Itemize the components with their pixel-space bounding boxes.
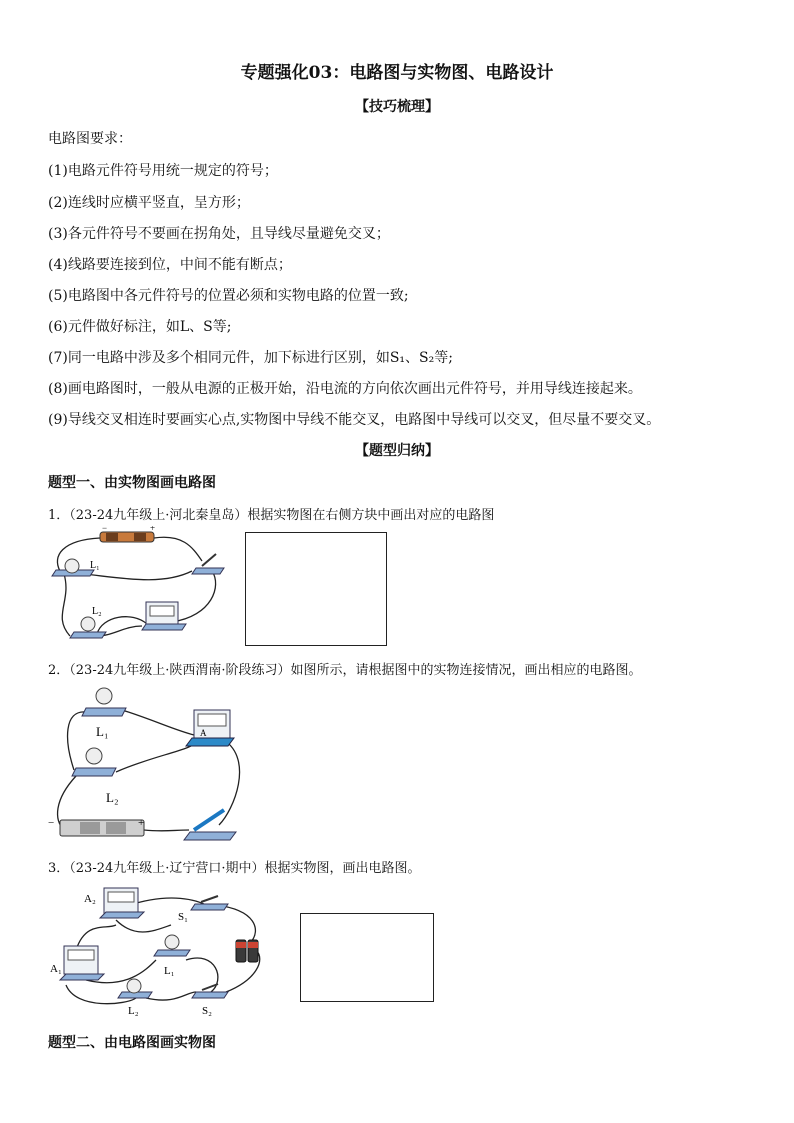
requirement-item: (4)线路要连接到位，中间不能有断点； (48, 257, 292, 273)
q2-l2-label: L₂ (106, 790, 119, 805)
q2-plus-label: + (138, 817, 145, 829)
q3-a1-label: A₁ (50, 963, 62, 975)
q2-l1-label: L₁ (96, 724, 109, 739)
q3-s2-label: S₂ (202, 1005, 212, 1017)
requirement-item: (1)电路元件符号用统一规定的符号； (48, 163, 278, 179)
q1-l2-label: L₂ (92, 606, 102, 617)
requirement-item: (5)电路图中各元件符号的位置必须和实物电路的位置一致; (48, 288, 409, 304)
requirement-item: (9)导线交叉相连时要画实心点,实物图中导线不能交叉，电路图中导线可以交叉，但尽量不要交叉。 (48, 412, 661, 428)
q2-circuit-figure (44, 680, 244, 846)
q1-answer-box[interactable] (245, 532, 387, 646)
q2-minus-label: − (48, 817, 55, 829)
requirement-item: (8)画电路图时，一般从电源的正极开始，沿电流的方向依次画出元件符号，并用导线连接起来。 (48, 381, 642, 397)
q1-plus-label: + (150, 526, 156, 533)
requirement-item: (2)连线时应横平竖直，呈方形； (48, 195, 250, 211)
q1-l1-label: L₁ (90, 560, 100, 571)
q3-l1-label: L₁ (164, 965, 175, 977)
q1-circuit-figure (42, 526, 232, 651)
requirement-item: (7)同一电路中涉及多个相同元件，加下标进行区别，如S₁、S₂等; (48, 350, 453, 366)
q2-ammeter-label: A (200, 728, 207, 738)
requirement-item: (6)元件做好标注，如L、S等; (48, 319, 232, 335)
section-heading-types: 【题型归纳】 (355, 443, 439, 459)
requirement-item: (3)各元件符号不要画在拐角处，且导线尽量避免交叉； (48, 226, 390, 242)
q3-circuit-figure (46, 880, 271, 1020)
section-heading-tips: 【技巧梳理】 (355, 99, 439, 115)
page-title: 专题强化03：电路图与实物图、电路设计 (240, 63, 554, 83)
type1-heading: 题型一、由实物图画电路图 (48, 475, 216, 491)
q3-l2-label: L₂ (128, 1005, 139, 1017)
type2-heading: 题型二、由电路图画实物图 (48, 1035, 216, 1051)
question-2: 2．（23-24九年级上·陕西渭南·阶段练习）如图所示，请根据图中的实物连接情况，画出相应的电路图。 (48, 663, 642, 678)
q3-answer-box[interactable] (300, 913, 434, 1002)
question-1: 1．（23-24九年级上·河北秦皇岛）根据实物图在右侧方块中画出对应的电路图 (48, 508, 495, 523)
q1-minus-label: − (102, 526, 108, 533)
q3-a2-label: A₂ (84, 893, 96, 905)
q3-s1-label: S₁ (178, 911, 188, 923)
requirements-intro: 电路图要求： (48, 131, 132, 147)
question-3: 3．（23-24九年级上·辽宁营口·期中）根据实物图，画出电路图。 (48, 861, 421, 876)
